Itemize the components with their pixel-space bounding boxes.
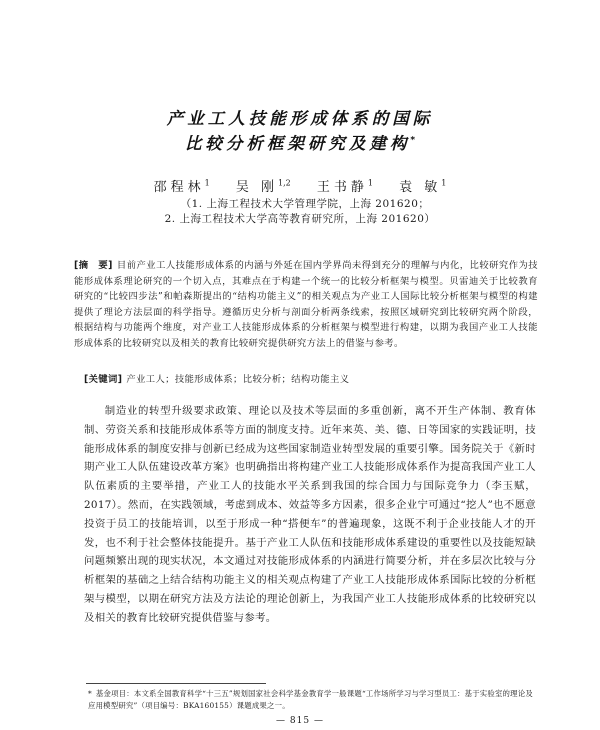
author-name: 袁 敏	[399, 180, 442, 195]
author	[317, 180, 373, 195]
title-line-1-text: 产业工人技能形成体系的国际	[166, 109, 434, 128]
title-note-mark: *	[410, 135, 416, 146]
affiliation-line-1: （1. 上海工程技术大学管理学院，上海 201620；	[180, 198, 430, 210]
keywords-label: [关键词]	[84, 374, 123, 385]
footnote-mark: *	[88, 689, 92, 698]
author-name: 邵程林	[153, 180, 205, 195]
keywords-text: 产业工人；技能形成体系；比较分析；结构功能主义	[126, 374, 350, 385]
author-list	[0, 176, 600, 195]
author-name: 吴 刚	[235, 180, 279, 195]
author-name: 王书静	[316, 180, 368, 195]
title-line-2-text: 比较分析框架研究及建构	[184, 134, 411, 153]
abstract-label: [摘 要]	[74, 260, 113, 271]
author-affiliation-mark: 1,2	[278, 178, 291, 188]
footnote	[88, 688, 536, 711]
abstract-block	[74, 258, 538, 352]
author	[399, 180, 446, 195]
author-affiliation-mark: 1	[367, 178, 373, 188]
author-affiliation-mark: 1	[204, 178, 210, 188]
paper-title-line-1	[0, 105, 600, 129]
page-number: — 815 —	[276, 716, 324, 726]
footnote-divider	[86, 683, 266, 684]
affiliation-line-2: 2. 上海工程技术大学高等教育研究所，上海 201620）	[164, 213, 436, 225]
author	[236, 180, 291, 195]
footnote-text: 基金项目：本文系全国教育科学“十三五”规划国家社会科学基金教育学一般课题“工作场所学习与学习型员工：基于实验室的理论及应用模型研究”（项目编号：BKA160155）课题成果之一。	[88, 689, 533, 710]
paper-title-line-2	[0, 130, 600, 154]
body-paragraph: 制造业的转型升级要求政策、理论以及技术等层面的多重创新，离不开生产体制、教育体制、劳资关系和技能形成体系等方面的制度支持。近年来英、美、德、日等国家的实践证明，技能形成体系的制度安排与创新已经成为这些国家制造业转型发展的重要引擎。国务院关于《新时期产业工人队伍建设改革方案》也明确指出将构建产业工人技能形成体系作为提高我国产业工人队伍素质的主要举措，产业工人的技能水平关系到我国的综合国力与国际竞争力（李玉赋，2017）。然而，在实践领域，考虑到成本、效益等多方因素，很多企业宁可通过“挖人”也不愿意投资于员工的技能培训，以至于形成一种“搭便车”的普遍现象，这既不利于企业技能人才的开发，也不利于社会整体技能提升。基于产业工人队伍和技能形成体系建设的重要性以及技能短缺问题频繁出现的现实状况，本文通过对技能形成体系的内涵进行简要分析，并在多层次比较与分析框架的基础之上结合结构功能主义的相关观点构建了产业工人技能形成体系国际比较的分析框架与模型，以期在研究方法及方法论的理论创新上，为我国产业工人技能形成体系的比较研究以及相关的教育比较研究提供借鉴与参考。	[84, 405, 536, 624]
author-affiliation-mark: 1	[441, 178, 447, 188]
keywords-block	[84, 372, 538, 387]
author	[154, 180, 210, 195]
abstract-text: 目前产业工人技能形成体系的内涵与外延在国内学界尚未得到充分的理解与内化，比较研究作为技能形成体系理论研究的一个切入点，其难点在于构建一个统一的比较分析框架与模型。贝雷迪关于比较教育研究的“比较四步法”和帕森斯提出的“结构功能主义”的相关观点为产业工人国际比较分析框架与模型的构建提供了理论方法层面的科学指导。遵循历史分析与剖面分析两条线索，按照区域研究到比较研究两个阶段，根据结构与功能两个维度，对产业工人技能形成体系的分析框架与模型进行构建，以期为我国产业工人技能形成体系的比较研究以及相关的教育比较研究提供研究方法上的借鉴与参考。	[74, 260, 539, 349]
